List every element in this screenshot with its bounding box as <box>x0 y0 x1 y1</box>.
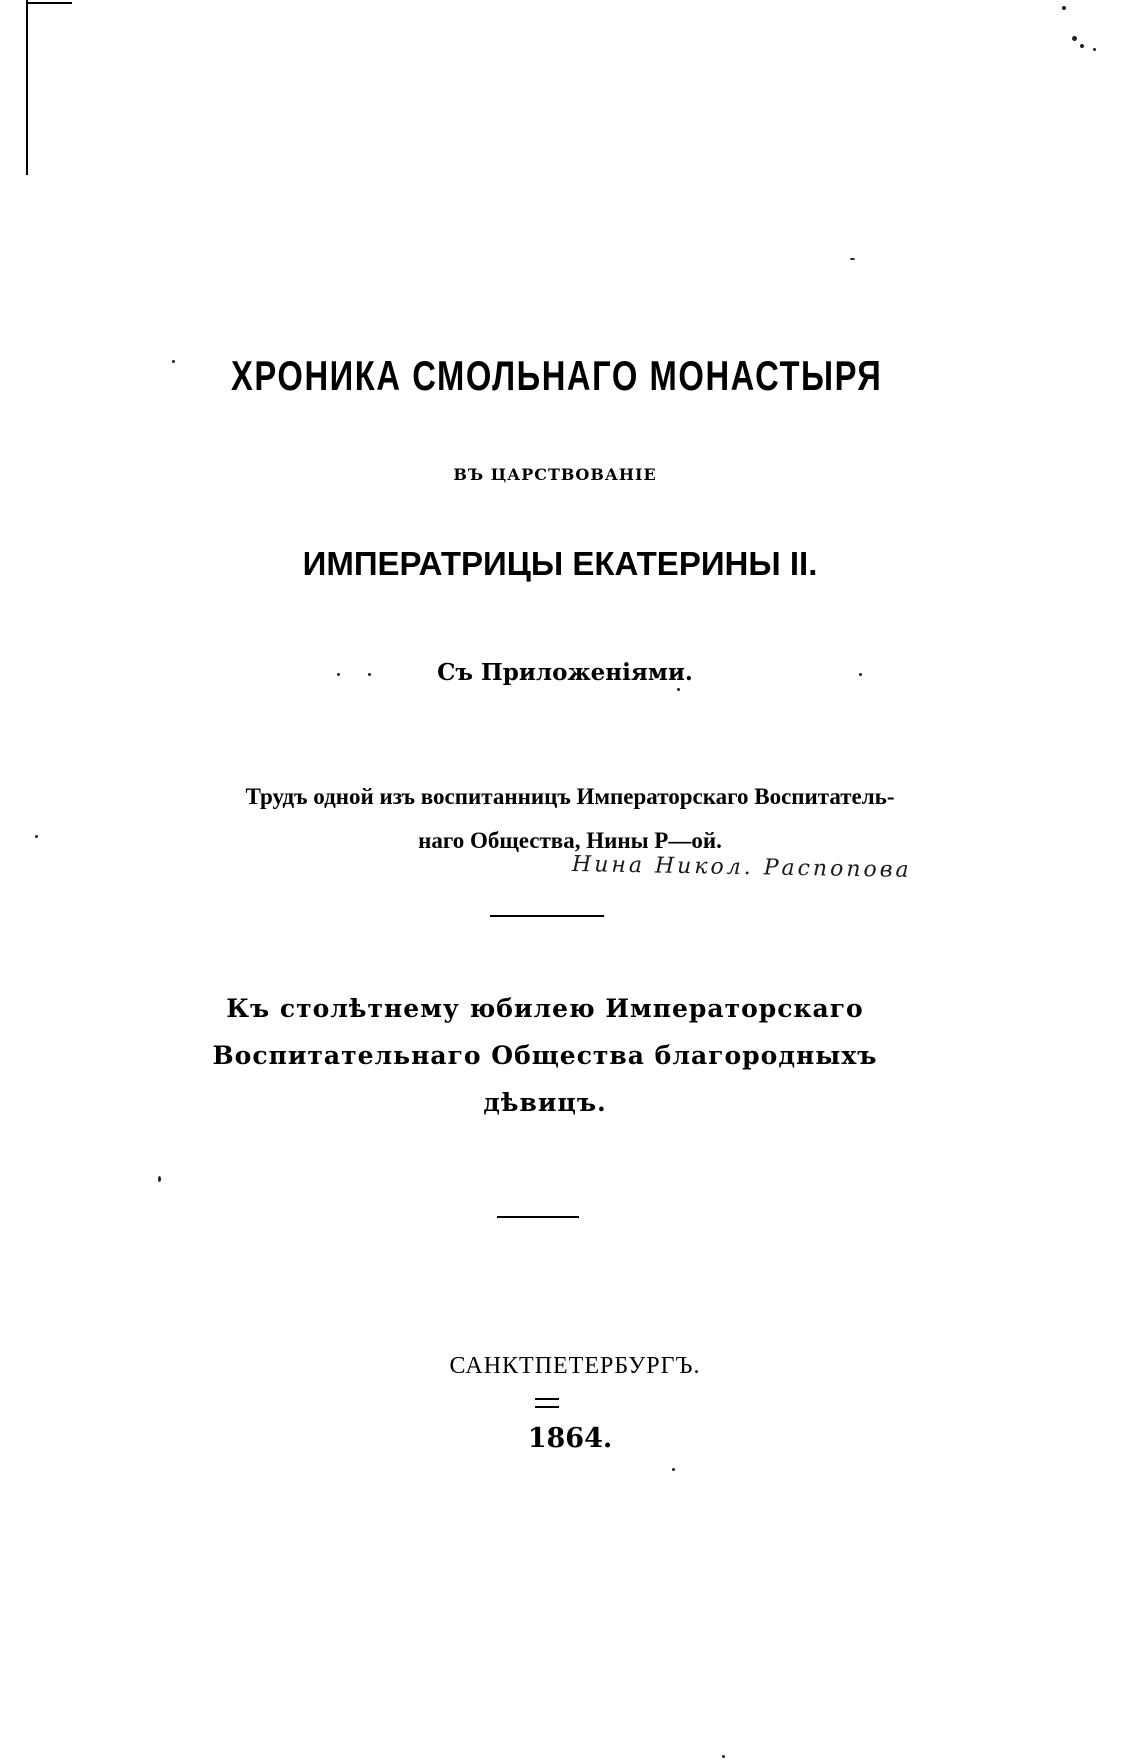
scan-border-mark-top <box>26 2 72 4</box>
scan-speck <box>1080 44 1084 48</box>
double-rule <box>535 1398 559 1408</box>
publication-city: САНКТПЕТЕРБУРГЪ. <box>449 1353 701 1379</box>
scan-speck <box>158 1176 161 1182</box>
handwritten-annotation: Нина Никол. Распопова <box>571 852 912 883</box>
dedication-line-3: дѣвицъ. <box>483 1088 607 1117</box>
scan-speck <box>672 1468 675 1471</box>
divider-rule <box>497 1216 579 1218</box>
scan-speck <box>1093 48 1096 51</box>
scan-speck <box>1062 6 1066 10</box>
divider-rule <box>490 915 604 917</box>
author-line-1: Трудъ одной изъ воспитанницъ Императорскаго Воспитатель- <box>245 784 895 809</box>
subtitle-reign: ВЪ ЦАРСТВОВАНІЕ <box>453 465 657 484</box>
scan-speck <box>850 258 855 260</box>
scan-speck <box>722 1755 725 1758</box>
author-line-2: наго Общества, Нины Р—ой. <box>418 828 722 853</box>
dedication-line-1: Къ столѣтнему юбилею Императорскаго <box>226 994 864 1023</box>
book-title: ХРОНИКА СМОЛЬНАГО МОНАСТЫРЯ <box>231 352 883 399</box>
scan-speck <box>677 688 680 691</box>
dedication-line-2: Воспитательнаго Общества благородныхъ <box>212 1041 878 1070</box>
scan-speck <box>1072 36 1077 41</box>
author-block <box>150 775 990 863</box>
publication-year: 1864. <box>527 1423 613 1454</box>
appendix-note: Съ Приложеніями. <box>437 659 693 686</box>
dedication-block <box>180 985 910 1126</box>
subtitle-empress: ИМПЕРАТРИЦЫ ЕКАТЕРИНЫ II. <box>302 545 818 582</box>
scan-speck <box>35 835 38 838</box>
scan-border-mark <box>26 0 28 175</box>
